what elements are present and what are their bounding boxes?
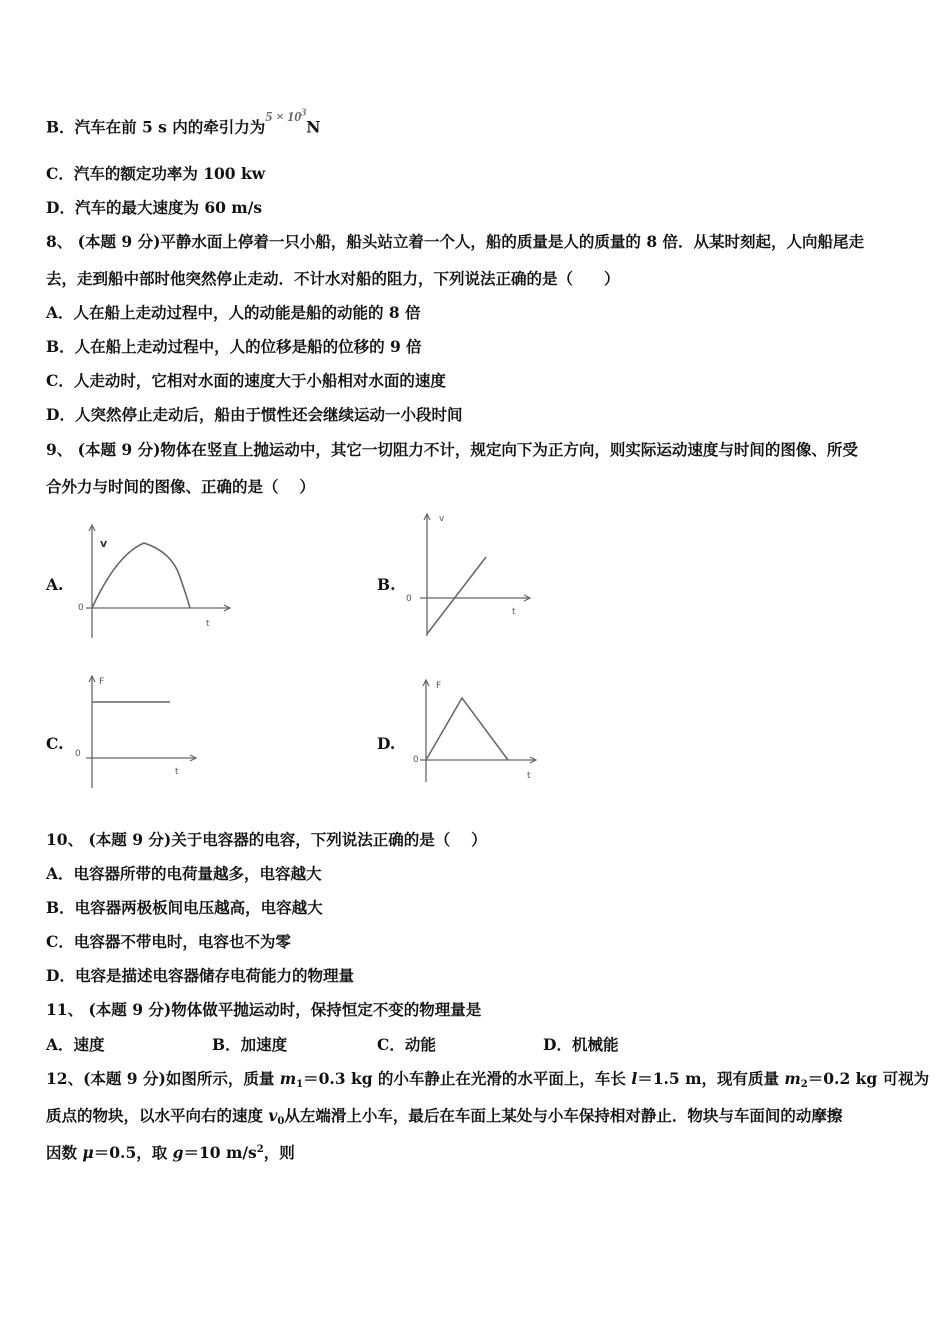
graph-c-origin: 0 [75, 749, 81, 759]
q12-stem-line-3: 因数 μ＝0.5，取 g＝10 $m/s^2$，则 [46, 1143, 295, 1162]
q9-graph-d [406, 676, 546, 786]
q11-option-b: B．加速度 [212, 1035, 288, 1054]
q8-stem-line-1: 8、 (本题 9 分)平静水面上停着一只小船，船头站立着一个人，船的质量是人的质量的 8 倍．从某时刻起，人向船尾走 [46, 232, 865, 251]
graph-a-origin: 0 [78, 603, 84, 613]
q8-option-a: A．人在船上走动过程中，人的动能是船的动能的 8 倍 [46, 303, 421, 322]
q7-option-b [46, 107, 321, 141]
graph-c-x-label: t [175, 767, 179, 777]
q12-stem-line-1: 12、(本题 9 分)如图所示，质量 m1＝0.3 kg 的小车静止在光滑的水平面上，车长 l＝1.5 m，现有质量 m2＝0.2 kg 可视为 [46, 1069, 930, 1090]
q11-option-a: A．速度 [46, 1035, 105, 1054]
graph-a-y-label: v [100, 537, 108, 550]
q12-stem-line-2: 质点的物块，以水平向右的速度 v0从左端滑上小车，最后在车面上某处与小车保持相对静止．物块与车面间的动摩擦 [46, 1106, 843, 1127]
graph-b-x-label: t [512, 607, 516, 617]
q9-label-d: D. [377, 734, 396, 753]
graph-d-y-label: F [436, 681, 442, 691]
q11-stem: 11、 (本题 9 分)物体做平抛运动时，保持恒定不变的物理量是 [46, 1000, 482, 1019]
q9-label-b: B. [377, 575, 396, 594]
graph-b-y-label: v [439, 514, 445, 524]
q9-graph-b [400, 510, 540, 640]
q8-option-b: B．人在船上走动过程中，人的位移是船的位移的 9 倍 [46, 337, 422, 356]
q9-graph-a [72, 522, 242, 642]
graph-d-origin: 0 [413, 755, 419, 765]
q10-option-d: D．电容是描述电容器储存电荷能力的物理量 [46, 966, 354, 985]
graph-d-x-label: t [527, 771, 531, 781]
q10-option-a: A．电容器所带的电荷量越多，电容越大 [46, 864, 322, 883]
q8-stem-line-2: 去，走到船中部时他突然停止走动．不计水对船的阻力，下列说法正确的是（ ） [46, 269, 620, 288]
graph-b-origin: 0 [406, 594, 412, 604]
graph-c-y-label: F [99, 677, 105, 687]
q11-option-d: D．机械能 [543, 1035, 619, 1054]
q10-stem: 10、 (本题 9 分)关于电容器的电容，下列说法正确的是（ ） [46, 830, 487, 849]
q7-option-b-formula: $5 \times 10^3$ [265, 107, 307, 125]
q7-option-d: D．汽车的最大速度为 60 m/s [46, 198, 263, 217]
q8-option-c: C．人走动时，它相对水面的速度大于小船相对水面的速度 [46, 371, 446, 390]
q8-option-d: D．人突然停止走动后，船由于惯性还会继续运动一小段时间 [46, 405, 463, 424]
q9-label-c: C. [46, 734, 64, 753]
q10-option-c: C．电容器不带电时，电容也不为零 [46, 932, 291, 951]
q9-stem-line-2: 合外力与时间的图像、正确的是（ ） [46, 477, 315, 496]
graph-a-x-label: t [206, 619, 210, 629]
q7-option-b-text: B．汽车在前 5 s 内的牵引力为 [46, 117, 266, 137]
q7-option-b-unit: N [306, 117, 321, 137]
q9-label-a: A. [46, 575, 64, 594]
q10-option-b: B．电容器两极板间电压越高，电容越大 [46, 898, 323, 917]
q9-graph-c [72, 672, 212, 792]
q11-option-c: C．动能 [377, 1035, 436, 1054]
q9-stem-line-1: 9、 (本题 9 分)物体在竖直上抛运动中，其它一切阻力不计，规定向下为正方向，则实际运动速度与时间的图像、所受 [46, 440, 858, 459]
q7-option-c: C．汽车的额定功率为 100 kw [46, 164, 266, 183]
